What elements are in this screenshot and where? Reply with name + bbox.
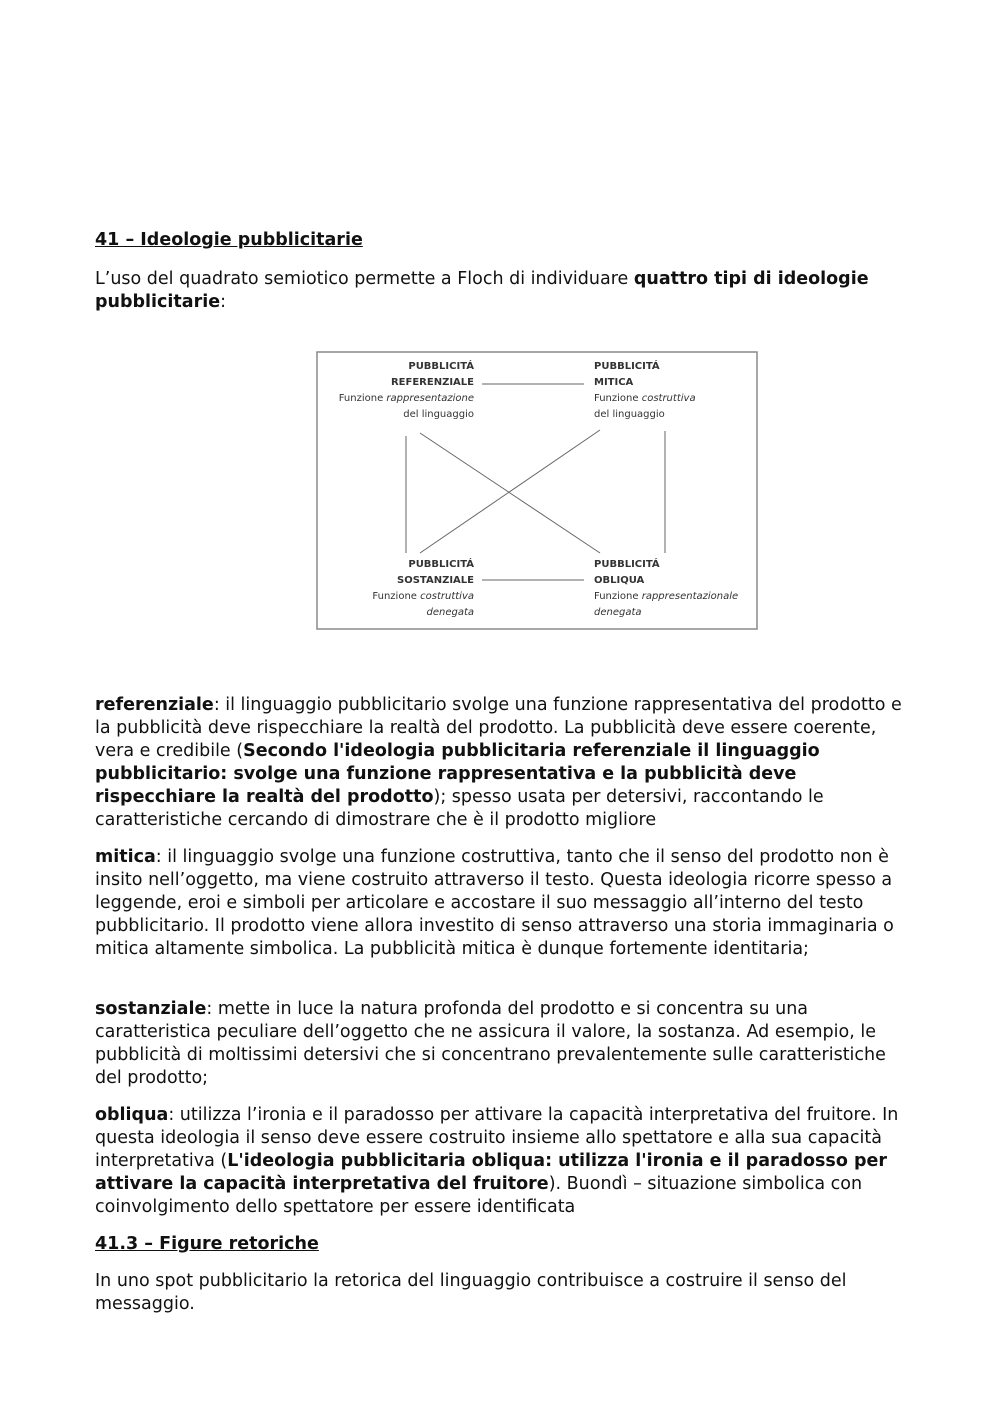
semiotic-square-diagram — [316, 351, 758, 630]
bl-title: PUBBLICITÁ — [408, 559, 474, 570]
term-referenziale: referenziale — [95, 695, 214, 715]
br-title: PUBBLICITÁ — [594, 559, 660, 570]
tl-title: PUBBLICITÁ — [408, 361, 474, 372]
paragraph-obliqua: obliqua: utilizza l’ironia e il paradosso per attivare la capacità interpretativa del fruitore. In questa ideologia il senso deve essere costruito insieme allo spettatore e alla sua capacità interpretativa (L'ideologia pubblicitaria obliqua: utilizza l'ironia e il paradosso per attivare la capacità interpretativa del fruitore). Buondì – situazione simbolica con coinvolgimento dello spettatore per essere identificata — [95, 1105, 899, 1217]
intro-paragraph — [95, 268, 910, 314]
paragraph-mitica: mitica: il linguaggio svolge una funzione costruttiva, tanto che il senso del prodotto non è insito nell’oggetto, ma viene costruito attraverso il testo. Questa ideologia ricorre spesso a leggende, eroi e simboli per articolare e accostare il suo messaggio all’interno del testo pubblicitario. Il prodotto viene allora investito di senso attraverso una storia immaginaria o mitica altamente simbolica. La pubblicità mitica è dunque fortemente identitaria; — [95, 847, 894, 959]
bl-function: Funzione costruttiva — [372, 591, 474, 602]
term-obliqua: obliqua — [95, 1105, 169, 1125]
paragraph-figure-retoriche: In uno spot pubblicitario la retorica del linguaggio contribuisce a costruire il senso del messaggio. — [95, 1271, 847, 1314]
paragraph-sostanziale: sostanziale: mette in luce la natura profonda del prodotto e si concentra su una caratteristica peculiare dell’oggetto che ne assicura il valore, la sostanza. Ad esempio, le pubblicità di moltissimi detersivi che si concentrano prevalentemente sulle caratteristiche del prodotto; — [95, 999, 886, 1088]
tl-sub: del linguaggio — [403, 409, 474, 420]
section-heading-ideologie: 41 – Ideologie pubblicitarie — [95, 230, 363, 250]
tl-name: REFERENZIALE — [390, 377, 474, 388]
tr-title: PUBBLICITÁ — [594, 361, 660, 372]
br-sub: denegata — [594, 607, 642, 618]
tr-name: MITICA — [594, 377, 634, 388]
br-function: Funzione rappresentazionale — [594, 591, 739, 602]
bl-name: SOSTANZIALE — [397, 575, 474, 586]
tr-sub: del linguaggio — [594, 409, 665, 420]
intro-colon: : — [220, 292, 226, 312]
bl-sub: denegata — [426, 607, 474, 618]
intro-bold: quattro tipi di ideologie pubblicitarie — [95, 269, 869, 312]
tr-function: Funzione costruttiva — [594, 393, 696, 404]
paragraph-referenziale: referenziale: il linguaggio pubblicitario svolge una funzione rappresentativa del prodotto e la pubblicità deve rispecchiare la realtà del prodotto. La pubblicità deve essere coerente, vera e credibile (Secondo l'ideologia pubblicitaria referenziale il linguaggio pubblicitario: svolge una funzione rappresentativa e la pubblicità deve rispecchiare la realtà del prodotto); spesso usata per detersivi, raccontando le caratteristiche cercando di dimostrare che è il prodotto migliore — [95, 695, 902, 830]
br-name: OBLIQUA — [594, 575, 645, 586]
section-heading-figure-retoriche: 41.3 – Figure retoriche — [95, 1234, 319, 1254]
tl-function: Funzione rappresentazione — [338, 393, 474, 404]
term-sostanziale: sostanziale — [95, 999, 207, 1019]
term-mitica: mitica — [95, 847, 156, 867]
intro-text: L’uso del quadrato semiotico permette a Floch di individuare — [95, 269, 634, 289]
